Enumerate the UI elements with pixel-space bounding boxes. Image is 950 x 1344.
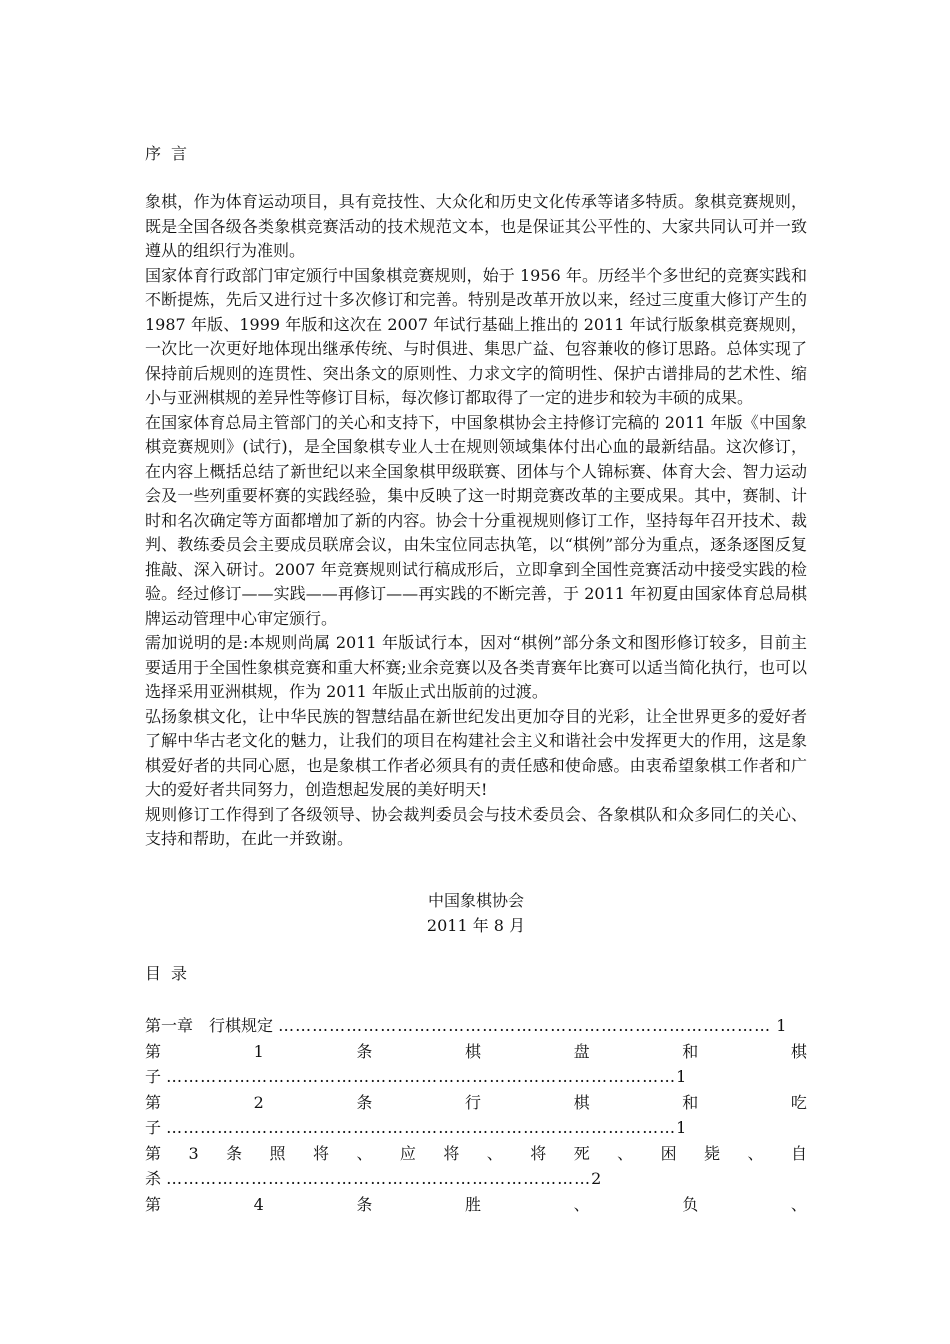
preface-paragraph: 象棋，作为体育运动项目，具有竞技性、大众化和历史文化传承等诸多特质。象棋竞赛规则，既是全国各级各类象棋竞赛活动的技术规范文本，也是保证其公平性的、大家共同认可并一致遵从的组织行为准则。 bbox=[145, 192, 807, 260]
toc-word: 和 bbox=[682, 1041, 699, 1061]
toc-entry-article-4[interactable] bbox=[145, 1192, 807, 1218]
toc-leader-dots: ……………………………………………………………………………… bbox=[166, 1067, 677, 1086]
toc-word: 杀 bbox=[145, 1169, 162, 1188]
toc-word: 子 bbox=[145, 1067, 162, 1086]
toc-word: 第 bbox=[145, 1194, 162, 1214]
toc-word: 和 bbox=[682, 1092, 699, 1112]
toc-word: 负 bbox=[682, 1194, 699, 1214]
table-of-contents bbox=[145, 1013, 807, 1217]
signature-org: 中国象棋协会 bbox=[427, 891, 524, 910]
toc-word: 、 bbox=[486, 1143, 503, 1163]
toc-word: 盘 bbox=[573, 1041, 590, 1061]
toc-word: 、 bbox=[573, 1194, 590, 1214]
toc-word: 3 bbox=[188, 1143, 199, 1163]
toc-word: 第 bbox=[145, 1143, 162, 1163]
toc-word: 自 bbox=[790, 1143, 807, 1163]
toc-entry-article-1[interactable] bbox=[145, 1039, 807, 1065]
toc-word: 条 bbox=[356, 1092, 373, 1112]
toc-word: 第 bbox=[145, 1041, 162, 1061]
preface-paragraph: 需加说明的是:本规则尚属 2011 年版试行本，因对“棋例”部分条文和图形修订较多，目前主要适用于全国性象棋竞赛和重大杯赛;业余竞赛以及各类青赛年比赛可以适当简化执行，也可以选择采用亚洲棋规，作为 2011 年版止式出版前的过渡。 bbox=[145, 633, 807, 701]
toc-word: 、 bbox=[617, 1143, 634, 1163]
preface-body bbox=[145, 190, 807, 852]
toc-word: 将 bbox=[443, 1143, 460, 1163]
toc-word: 死 bbox=[573, 1143, 590, 1163]
toc-entry-article-1-continued[interactable] bbox=[145, 1064, 807, 1090]
toc-word: 条 bbox=[226, 1143, 243, 1163]
toc-word: 条 bbox=[356, 1041, 373, 1061]
preface-paragraph: 规则修订工作得到了各级领导、协会裁判委员会与技术委员会、各象棋队和众多同仁的关心、支持和帮助，在此一并致谢。 bbox=[145, 804, 807, 848]
toc-entry-article-3-continued[interactable] bbox=[145, 1166, 807, 1192]
toc-leader-dots: ………………………………………………………………… bbox=[166, 1169, 592, 1188]
toc-page-number: 1 bbox=[676, 1067, 687, 1086]
toc-word: 毙 bbox=[704, 1143, 721, 1163]
toc-word: 4 bbox=[253, 1194, 264, 1214]
toc-word: 胜 bbox=[465, 1194, 482, 1214]
preface-paragraph: 国家体育行政部门审定颁行中国象棋竞赛规则，始于 1956 年。历经半个多世纪的竞赛实践和不断提炼，先后又进行过十多次修订和完善。特别是改革开放以来，经过三度重大修订产生的 1987 年版、1999 年版和这次在 2007 年试行基础上推出的 2011 年试行版象棋竞赛规则，一次比一次更好地体现出继承传统、与时俱进、集思广益、包容兼收的修订思路。总体实现了保持前后规则的连贯性、突出条文的原则性、力求文字的简明性、保护古谱排局的艺术性、缩小与亚洲棋规的差异性等修订目标，每次修订都取得了一定的进步和较为丰硕的成果。 bbox=[145, 265, 807, 407]
preface-title: 序言 bbox=[145, 144, 198, 163]
toc-word: 、 bbox=[356, 1143, 373, 1163]
toc-word: 吃 bbox=[790, 1092, 807, 1112]
toc-word: 、 bbox=[790, 1194, 807, 1214]
toc-page-number: 1 bbox=[776, 1016, 787, 1035]
toc-entry-article-3[interactable] bbox=[145, 1141, 807, 1167]
toc-word: 照 bbox=[269, 1143, 286, 1163]
toc-title: 目录 bbox=[145, 964, 198, 983]
toc-entry-chapter-1[interactable] bbox=[145, 1013, 807, 1039]
toc-leader-dots: ……………………………………………………………………………… bbox=[166, 1118, 677, 1137]
toc-word: 将 bbox=[312, 1143, 329, 1163]
signature-date: 2011 年 8 月 bbox=[426, 916, 526, 935]
toc-word: 子 bbox=[145, 1118, 162, 1137]
toc-leader-dots: …………………………………………………………………………… bbox=[278, 1016, 772, 1035]
toc-word: 棋 bbox=[573, 1092, 590, 1112]
toc-page-number: 2 bbox=[591, 1169, 602, 1188]
preface-paragraph: 弘扬象棋文化，让中华民族的智慧结晶在新世纪发出更加夺目的光彩，让全世界更多的爱好者了解中华古老文化的魅力，让我们的项目在构建社会主义和谐社会中发挥更大的作用，这是象棋爱好者的共同心愿，也是象棋工作者必须具有的责任感和使命感。由衷希望象棋工作者和广大的爱好者共同努力，创造想起发展的美好明天! bbox=[145, 706, 807, 799]
toc-entry-label: 第一章 行棋规定 bbox=[145, 1016, 274, 1035]
toc-entry-article-2-continued[interactable] bbox=[145, 1115, 807, 1141]
toc-word: 将 bbox=[530, 1143, 547, 1163]
toc-word: 第 bbox=[145, 1092, 162, 1112]
toc-entry-article-2[interactable] bbox=[145, 1090, 807, 1116]
toc-word: 应 bbox=[399, 1143, 416, 1163]
toc-word: 条 bbox=[356, 1194, 373, 1214]
toc-word: 行 bbox=[465, 1092, 482, 1112]
toc-word: 困 bbox=[660, 1143, 677, 1163]
toc-word: 2 bbox=[253, 1092, 264, 1112]
toc-word: 棋 bbox=[790, 1041, 807, 1061]
toc-page-number: 1 bbox=[676, 1118, 687, 1137]
toc-word: 、 bbox=[747, 1143, 764, 1163]
toc-word: 1 bbox=[253, 1041, 264, 1061]
preface-paragraph: 在国家体育总局主管部门的关心和支持下，中国象棋协会主持修订完稿的 2011 年版《中国象棋竞赛规则》(试行)，是全国象棋专业人士在规则领域集体付出心血的最新结晶。这次修订，在内容上概括总结了新世纪以来全国象棋甲级联赛、团体与个人锦标赛、体育大会、智力运动会及一些列重要杯赛的实践经验，集中反映了这一时期竞赛改革的主要成果。其中，赛制、计时和名次确定等方面都增加了新的内容。协会十分重视规则修订工作，坚持每年召开技术、裁判、教练委员会主要成员联席会议，由朱宝位同志执笔，以“棋例”部分为重点，逐条逐图反复推敲、深入研讨。2007 年竞赛规则试行稿成形后，立即拿到全国性竞赛活动中接受实践的检验。经过修订——实践——再修订——再实践的不断完善，于 2011 年初夏由国家体育总局棋牌运动管理中心审定颁行。 bbox=[145, 412, 807, 628]
toc-word: 棋 bbox=[465, 1041, 482, 1061]
